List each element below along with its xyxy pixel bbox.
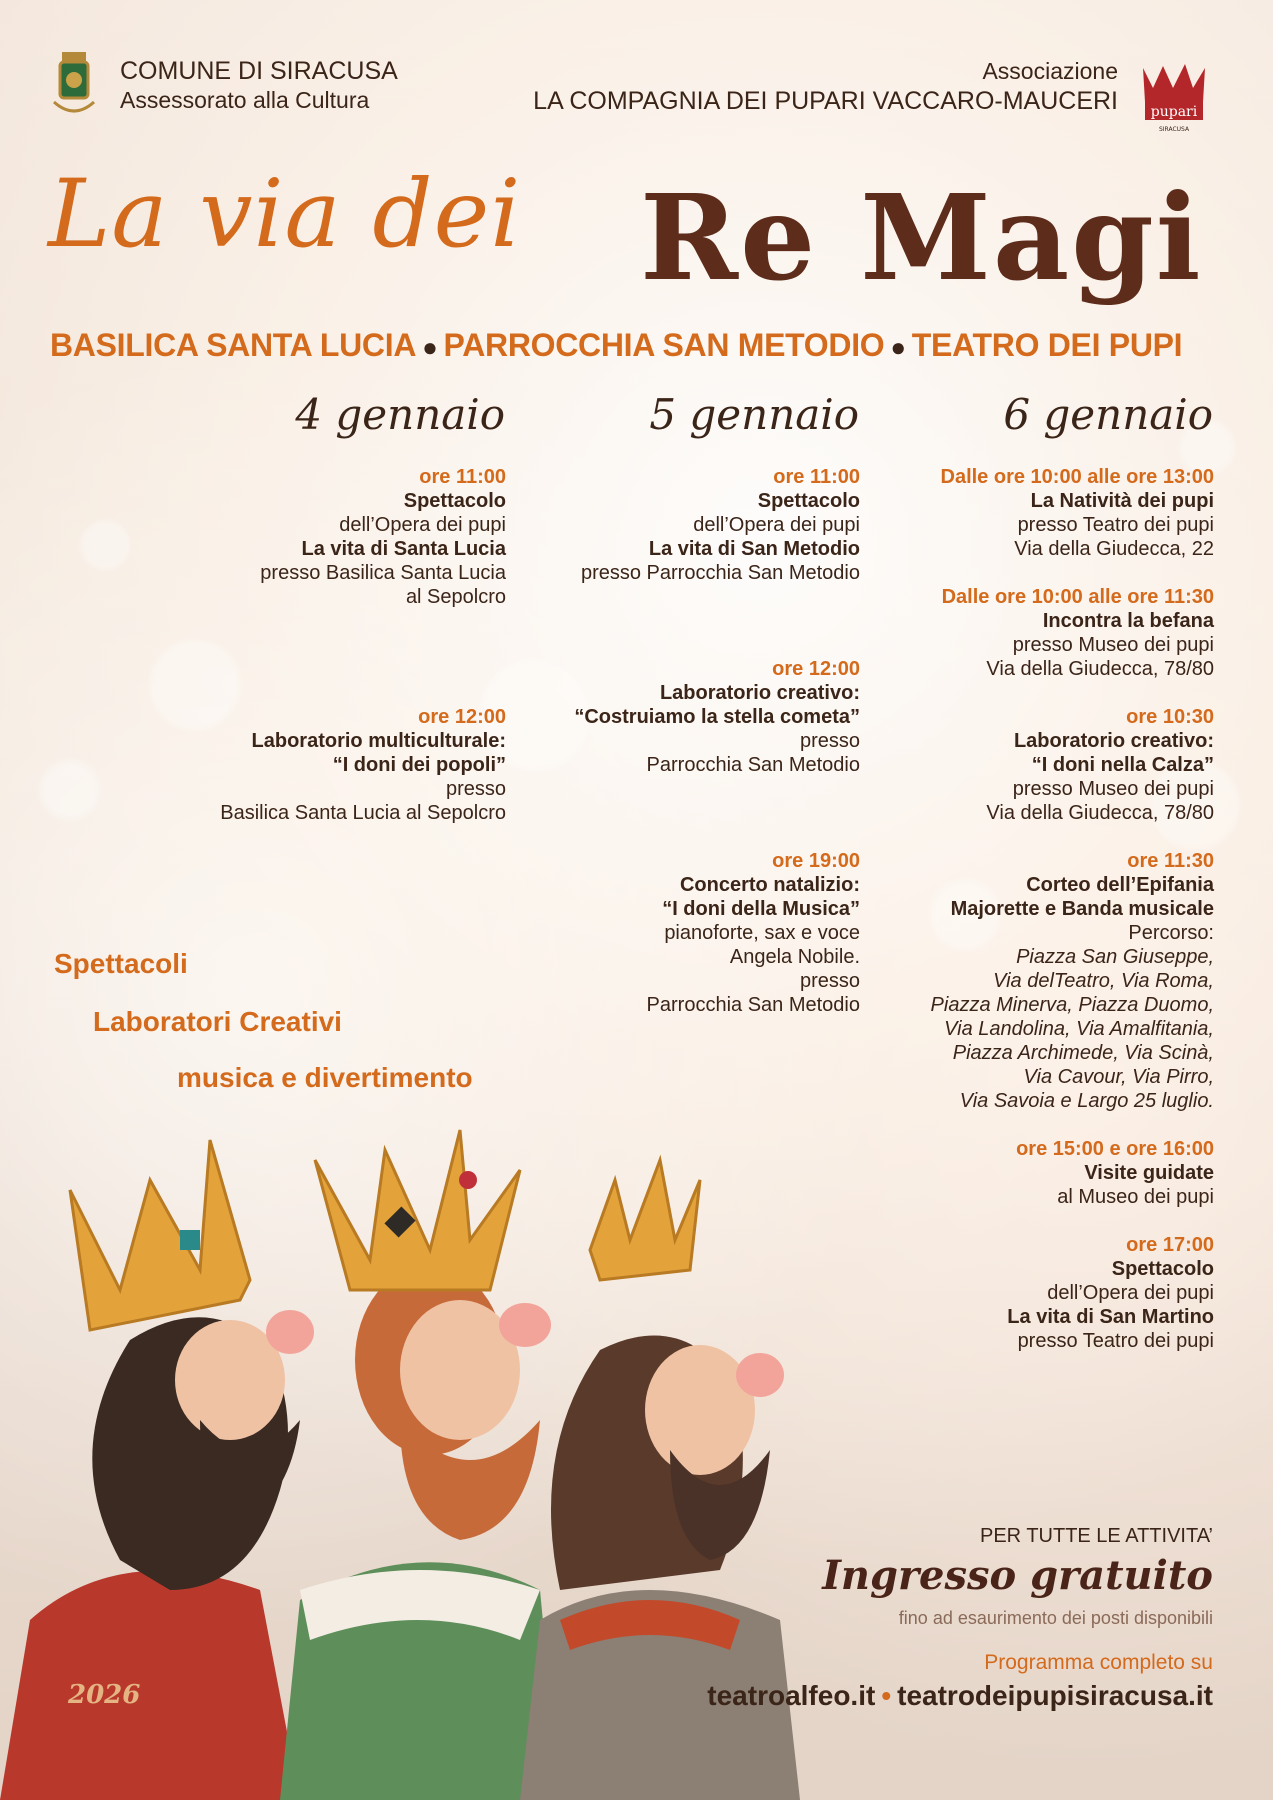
day-heading-6: 6 gennaio xyxy=(1003,390,1213,439)
event-block xyxy=(146,465,506,609)
tagline-laboratori: Laboratori Creativi xyxy=(93,1006,342,1037)
event-line: Laboratorio multiculturale: xyxy=(251,730,506,752)
bullet-separator: • xyxy=(881,1680,892,1711)
year: 2026 xyxy=(68,1680,141,1710)
bullet-icon: ● xyxy=(422,332,438,362)
king-red xyxy=(0,1140,314,1800)
event-line: presso Teatro dei pupi xyxy=(1017,1330,1214,1352)
event-line: Via delTeatro, Via Roma, xyxy=(993,970,1214,992)
schedule-4-gennaio xyxy=(146,465,506,825)
event-spacer xyxy=(854,561,1214,585)
event-block xyxy=(854,465,1214,561)
event-time: Dalle ore 10:00 alle ore 13:00 xyxy=(940,466,1214,488)
comune-name: COMUNE DI SIRACUSA xyxy=(120,57,398,85)
event-block xyxy=(500,657,860,777)
event-line: Parrocchia San Metodio xyxy=(646,754,860,776)
event-line: “I doni nella Calza” xyxy=(1031,754,1214,776)
event-block xyxy=(500,849,860,1017)
event-line: Laboratorio creativo: xyxy=(659,682,860,704)
event-line: dell’Opera dei pupi xyxy=(1047,1282,1214,1304)
event-line: Via della Giudecca, 78/80 xyxy=(986,658,1214,680)
event-spacer xyxy=(854,825,1214,849)
footer-availability: fino ad esaurimento dei posti disponibili xyxy=(898,1608,1213,1628)
event-spacer xyxy=(854,1209,1214,1233)
event-line: presso Parrocchia San Metodio xyxy=(580,562,860,584)
bullet-icon: ● xyxy=(890,332,906,362)
event-line: La vita di San Martino xyxy=(1007,1306,1214,1328)
event-block xyxy=(854,1233,1214,1353)
event-line: presso xyxy=(799,730,860,752)
compagnia-name: LA COMPAGNIA DEI PUPARI VACCARO-MAUCERI xyxy=(533,87,1118,115)
event-line: Via Landolina, Via Amalfitania, xyxy=(944,1018,1214,1040)
title-part2: Re Magi xyxy=(640,168,1203,307)
event-line: La vita di Santa Lucia xyxy=(301,538,506,560)
event-line: presso Basilica Santa Lucia xyxy=(260,562,506,584)
event-spacer xyxy=(500,777,860,849)
event-line: presso xyxy=(445,778,506,800)
event-line: Visite guidate xyxy=(1084,1162,1214,1184)
event-line: Spettacolo xyxy=(403,490,506,512)
event-line: presso Teatro dei pupi xyxy=(1017,514,1214,536)
event-block xyxy=(854,1137,1214,1209)
pupari-logo-text: pupari xyxy=(1150,104,1198,120)
tagline-spettacoli: Spettacoli xyxy=(54,948,188,979)
event-spacer xyxy=(854,681,1214,705)
event-line: dell’Opera dei pupi xyxy=(339,514,506,536)
event-line: “I doni dei popoli” xyxy=(332,754,506,776)
event-line: Spettacolo xyxy=(757,490,860,512)
event-line: Parrocchia San Metodio xyxy=(646,994,860,1016)
assessorato-name: Assessorato alla Cultura xyxy=(120,87,370,113)
event-line: al Museo dei pupi xyxy=(1057,1186,1214,1208)
event-spacer xyxy=(854,1113,1214,1137)
associazione-label: Associazione xyxy=(982,58,1118,84)
header-right xyxy=(533,56,1118,116)
event-line: presso Museo dei pupi xyxy=(1012,634,1214,656)
footer-websites xyxy=(707,1680,1213,1712)
event-line: presso xyxy=(799,970,860,992)
comune-siracusa-crest-icon xyxy=(52,50,96,120)
event-block xyxy=(500,465,860,585)
event-line: Laboratorio creativo: xyxy=(1013,730,1214,752)
event-line: Piazza Archimede, Via Scinà, xyxy=(952,1042,1214,1064)
venue-parrocchia: PARROCCHIA SAN METODIO xyxy=(443,327,885,363)
event-line: Majorette e Banda musicale xyxy=(950,898,1214,920)
event-time: ore 19:00 xyxy=(772,850,860,872)
link-teatroalfeo[interactable]: teatroalfeo.it xyxy=(707,1680,876,1711)
event-time: ore 11:00 xyxy=(419,466,506,488)
tagline-musica: musica e divertimento xyxy=(177,1062,473,1093)
event-time: ore 12:00 xyxy=(418,706,506,728)
event-spacer xyxy=(146,609,506,705)
event-line: Basilica Santa Lucia al Sepolcro xyxy=(220,802,506,824)
event-line: Piazza San Giuseppe, xyxy=(1016,946,1214,968)
link-teatrodeipupi[interactable]: teatrodeipupisiracusa.it xyxy=(897,1680,1213,1711)
event-line: dell’Opera dei pupi xyxy=(693,514,860,536)
event-line: Concerto natalizio: xyxy=(679,874,860,896)
event-block xyxy=(854,849,1214,1113)
event-line: Percorso: xyxy=(1128,922,1214,944)
event-spacer xyxy=(500,585,860,657)
event-time: ore 11:00 xyxy=(773,466,860,488)
day-heading-5: 5 gennaio xyxy=(649,390,859,439)
event-block xyxy=(146,705,506,825)
event-time: ore 17:00 xyxy=(1126,1234,1214,1256)
footer-note: PER TUTTE LE ATTIVITA’ xyxy=(980,1525,1213,1547)
event-line: Angela Nobile. xyxy=(729,946,860,968)
event-time: ore 11:30 xyxy=(1127,850,1214,872)
event-time: ore 10:30 xyxy=(1126,706,1214,728)
event-line: al Sepolcro xyxy=(405,586,506,608)
event-line: Incontra la befana xyxy=(1042,610,1214,632)
title-part1: La via dei xyxy=(48,160,522,269)
event-line: Via Cavour, Via Pirro, xyxy=(1023,1066,1214,1088)
event-line: La vita di San Metodio xyxy=(648,538,860,560)
event-line: Piazza Minerva, Piazza Duomo, xyxy=(930,994,1214,1016)
event-line: Via della Giudecca, 78/80 xyxy=(986,802,1214,824)
event-time: ore 15:00 e ore 16:00 xyxy=(1016,1138,1214,1160)
event-time: Dalle ore 10:00 alle ore 11:30 xyxy=(941,586,1214,608)
schedule-5-gennaio xyxy=(500,465,860,1017)
event-block xyxy=(854,585,1214,681)
header-left xyxy=(120,56,398,114)
event-line: “I doni della Musica” xyxy=(662,898,860,920)
event-line: Via della Giudecca, 22 xyxy=(1014,538,1214,560)
event-line: La Natività dei pupi xyxy=(1030,490,1214,512)
event-line: Via Savoia e Largo 25 luglio. xyxy=(959,1090,1214,1112)
event-line: Spettacolo xyxy=(1111,1258,1214,1280)
footer-program: Programma completo su xyxy=(984,1651,1213,1674)
bokeh-light xyxy=(80,520,130,570)
pupari-logo-sub: SIRACUSA xyxy=(1158,126,1190,133)
venue-teatro: TEATRO DEI PUPI xyxy=(911,327,1183,363)
venues-line xyxy=(50,327,1235,364)
bokeh-light xyxy=(40,760,100,820)
footer-free-entry: Ingresso gratuito xyxy=(822,1552,1213,1599)
event-line: presso Museo dei pupi xyxy=(1012,778,1214,800)
event-block xyxy=(854,705,1214,825)
event-line: “Costruiamo la stella cometa” xyxy=(574,706,860,728)
schedule-6-gennaio xyxy=(854,465,1214,1353)
event-line: pianoforte, sax e voce xyxy=(664,922,860,944)
event-line: Corteo dell’Epifania xyxy=(1026,874,1214,896)
event-time: ore 12:00 xyxy=(772,658,860,680)
venue-basilica: BASILICA SANTA LUCIA xyxy=(50,327,417,363)
day-heading-4: 4 gennaio xyxy=(295,390,505,439)
king-green xyxy=(280,1130,560,1800)
pupari-logo-icon xyxy=(1133,58,1215,134)
